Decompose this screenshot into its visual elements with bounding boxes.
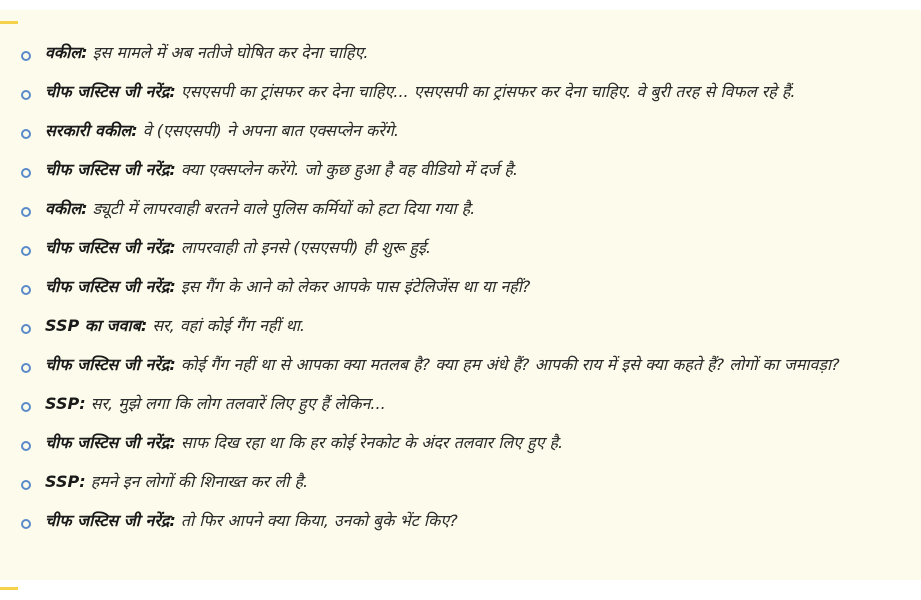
list-item <box>0 40 921 79</box>
bullet-icon <box>21 207 31 217</box>
list-item <box>0 196 921 235</box>
speaker-name: चीफ जस्टिस जी नरेंद्र: <box>45 355 176 374</box>
dialogue-text: सर, मुझे लगा कि लोग तलवारें लिए हुए हैं लेकिन... <box>85 394 386 413</box>
bullet-icon <box>21 246 31 256</box>
bullet-icon <box>21 519 31 529</box>
bullet-icon <box>21 51 31 61</box>
speaker-name: SSP का जवाब: <box>45 316 148 335</box>
bullet-icon <box>21 168 31 178</box>
bullet-icon <box>21 90 31 100</box>
speaker-name: चीफ जस्टिस जी नरेंद्र: <box>45 511 176 530</box>
list-item <box>0 274 921 313</box>
speaker-name: चीफ जस्टिस जी नरेंद्र: <box>45 82 176 101</box>
list-item <box>0 313 921 352</box>
dialogue-line <box>45 430 563 456</box>
transcript-panel <box>0 10 921 580</box>
bullet-icon <box>21 402 31 412</box>
bullet-icon <box>21 441 31 451</box>
bullet-icon <box>21 285 31 295</box>
speaker-name: SSP: <box>45 472 86 491</box>
dialogue-text: एसएसपी का ट्रांसफर कर देना चाहिए... एसएसपी का ट्रांसफर कर देना चाहिए. वे बुरी तरह से विफल रहे हैं. <box>175 82 796 101</box>
dialogue-text: साफ दिख रहा था कि हर कोई रेनकोट के अंदर तलवार लिए हुए है. <box>175 433 564 452</box>
speaker-name: वकील: <box>45 199 88 218</box>
list-item <box>0 430 921 469</box>
panel-edge-mark-bottom <box>0 587 18 590</box>
speaker-name: सरकारी वकील: <box>45 121 138 140</box>
dialogue-line <box>45 274 530 300</box>
dialogue-line <box>45 391 386 417</box>
list-item <box>0 469 921 508</box>
dialogue-line <box>45 469 308 495</box>
dialogue-line <box>45 157 518 183</box>
dialogue-text: इस गैंग के आने को लेकर आपके पास इंटेलिजेंस था या नहीं? <box>175 277 531 296</box>
bullet-icon <box>21 129 31 139</box>
dialogue-line <box>45 313 305 339</box>
dialogue-line <box>45 196 475 222</box>
dialogue-line <box>45 79 795 105</box>
dialogue-line <box>45 508 458 534</box>
dialogue-text: हमने इन लोगों की शिनाख्त कर ली है. <box>85 472 309 491</box>
list-item <box>0 157 921 196</box>
speaker-name: चीफ जस्टिस जी नरेंद्र: <box>45 433 176 452</box>
dialogue-text: कोई गैंग नहीं था से आपका क्या मतलब है? क्या हम अंधे हैं? आपकी राय में इसे क्या कहते हैं? लोगों का जमावड़ा? <box>175 355 840 374</box>
dialogue-line <box>45 118 399 144</box>
list-item <box>0 235 921 274</box>
dialogue-text: तो फिर आपने क्या किया, उनको बुके भेंट किए? <box>175 511 458 530</box>
dialogue-text: लापरवाही तो इनसे (एसएसपी) ही शुरू हुई. <box>175 238 431 257</box>
speaker-name: वकील: <box>45 43 88 62</box>
panel-edge-mark-top <box>0 21 18 24</box>
dialogue-text: क्या एक्सप्लेन करेंगे. जो कुछ हुआ है वह वीडियो में दर्ज है. <box>175 160 518 179</box>
dialogue-line <box>45 235 431 261</box>
speaker-name: चीफ जस्टिस जी नरेंद्र: <box>45 277 176 296</box>
speaker-name: चीफ जस्टिस जी नरेंद्र: <box>45 238 176 257</box>
list-item <box>0 79 921 118</box>
speaker-name: चीफ जस्टिस जी नरेंद्र: <box>45 160 176 179</box>
list-item <box>0 508 921 547</box>
dialogue-text: इस मामले में अब नतीजे घोषित कर देना चाहिए. <box>87 43 369 62</box>
list-item <box>0 391 921 430</box>
bullet-icon <box>21 480 31 490</box>
transcript-list <box>0 40 921 547</box>
bullet-icon <box>21 324 31 334</box>
dialogue-text: ड्यूटी में लापरवाही बरतने वाले पुलिस कर्मियों को हटा दिया गया है. <box>87 199 476 218</box>
dialogue-text: वे (एसएसपी) ने अपना बात एक्सप्लेन करेंगे. <box>137 121 399 140</box>
list-item <box>0 352 921 391</box>
list-item <box>0 118 921 157</box>
dialogue-line <box>45 40 368 66</box>
dialogue-text: सर, वहां कोई गैंग नहीं था. <box>147 316 306 335</box>
bullet-icon <box>21 363 31 373</box>
speaker-name: SSP: <box>45 394 86 413</box>
dialogue-line <box>45 352 840 378</box>
